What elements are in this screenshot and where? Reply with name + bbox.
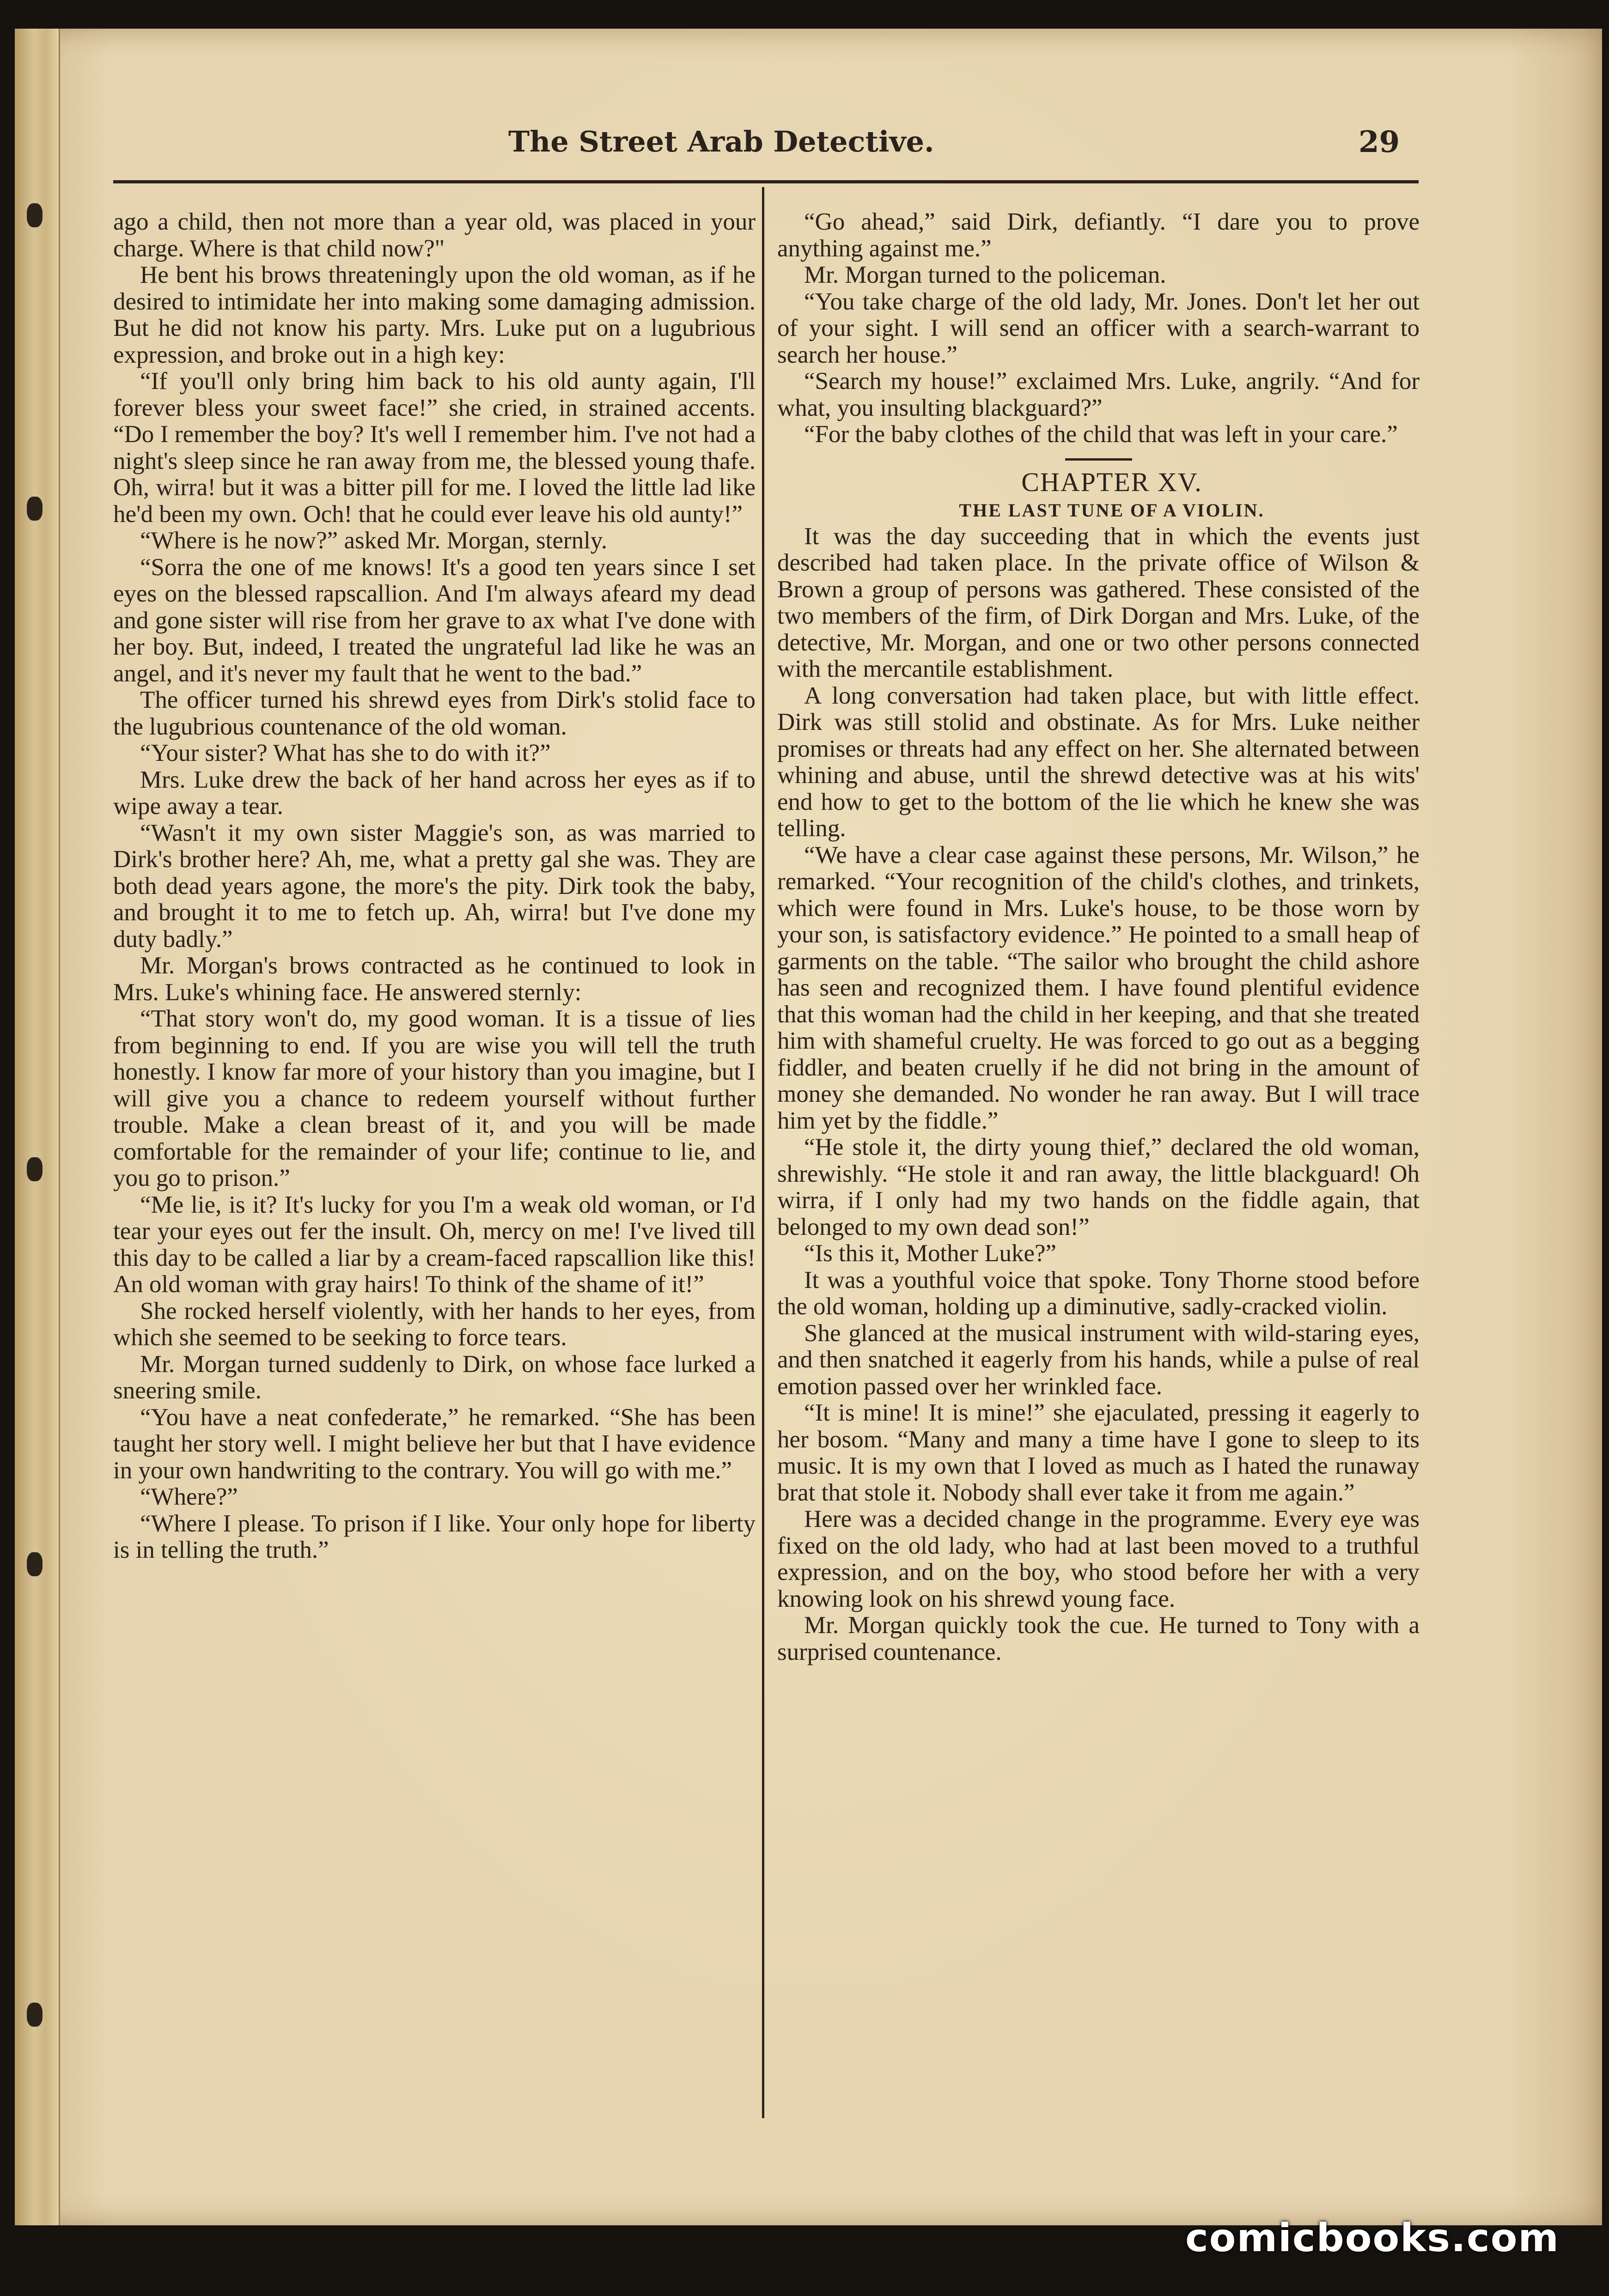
paragraph: “You take charge of the old lady, Mr. Jones. Don't let her out of your sight. I will send an officer with a search-warrant to search her house.” — [777, 288, 1420, 368]
paragraph: “Search my house!” exclaimed Mrs. Luke, angrily. “And for what, you insulting blackguard?” — [777, 368, 1420, 421]
paragraph: Mr. Morgan's brows contracted as he continued to look in Mrs. Luke's whining face. He answered sternly: — [113, 952, 756, 1006]
paragraph: “Me lie, is it? It's lucky for you I'm a weak old woman, or I'd tear your eyes out fer the insult. Oh, mercy on me! I've lived till this day to be called a liar by a cream-faced rapscallion like this! An old woman with gray hairs! To think of the shame of it!” — [113, 1191, 756, 1298]
binding-stitch — [27, 2003, 43, 2027]
paragraph: “Your sister? What has she to do with it?” — [140, 740, 551, 766]
paragraph: “It is mine! It is mine!” she ejaculated, pressing it eagerly to her bosom. “Many and many a time have I gone to sleep to its music. It is my own that I loved as much as I hated the runaway brat that stole it. Nobody shall ever take it from me again.” — [777, 1399, 1420, 1506]
paragraph: “Where I please. To prison if I like. Your only hope for liberty is in telling the truth.” — [113, 1510, 756, 1563]
paragraph: “Sorra the one of me knows! It's a good ten years since I set eyes on the blessed rapscallion. And I'm always afeard my dead and gone sister will rise from her grave to ax what I've done with her boy. But, indeed, I treated the ungrateful lad like he was an angel, and it's never my fault that he went to the bad.” — [113, 553, 756, 687]
paragraph: The officer turned his shrewd eyes from Dirk's stolid face to the lugubrious countenance of the old woman. — [113, 686, 756, 740]
paragraph: “Is this it, Mother Luke?” — [804, 1240, 1057, 1267]
binding-stitch — [27, 1157, 43, 1181]
paragraph: A long conversation had taken place, but with little effect. Dirk was still stolid and obstinate. As for Mrs. Luke neither promises or threats had any effect on her. She alternated between whining and abuse, until the shrewd detective was at his wits' end how to get to the bottom of the lie which he knew she was telling. — [777, 682, 1420, 842]
paragraph: It was a youthful voice that spoke. Tony Thorne stood before the old woman, holding up a diminutive, sadly-cracked violin. — [777, 1266, 1420, 1320]
paragraph: “We have a clear case against these persons, Mr. Wilson,” he remarked. “Your recognition of the child's clothes, and trinkets, which were found in Mrs. Luke's house, to be those worn by your son, is satisfactory evidence.” He pointed to a small heap of garments on the table. “The sailor who brought the child ashore has seen and recognized them. I have found plentiful evidence that this woman had the child in her keeping, and that she treated him with shameful cruelty. He was forced to go out as a begging fiddler, and beaten cruelly if he did not bring in the amount of money she demanded. No wonder he ran away. But I will trace him yet by the fiddle.” — [777, 841, 1420, 1134]
right-column — [777, 209, 1420, 1665]
binding-gutter — [15, 29, 60, 2225]
binding-stitch — [27, 1552, 43, 1576]
paragraph: Mrs. Luke drew the back of her hand across her eyes as if to wipe away a tear. — [113, 766, 756, 820]
paragraph: She rocked herself violently, with her hands to her eyes, from which she seemed to be seeking to force tears. — [113, 1297, 756, 1351]
chapter-rule — [1065, 458, 1132, 461]
binding-stitch — [27, 203, 43, 227]
paragraph: “You have a neat confederate,” he remarked. “She has been taught her story well. I might believe her but that I have evidence in your own handwriting to the contrary. You will go with me.” — [113, 1403, 756, 1484]
chapter-subtitle: THE LAST TUNE OF A VIOLIN. — [959, 499, 1265, 521]
paragraph: ago a child, then not more than a year old, was placed in your charge. Where is that child now?" — [113, 208, 756, 262]
paragraph: Mr. Morgan turned to the policeman. — [804, 261, 1166, 288]
running-head-title: The Street Arab Detective. — [508, 125, 934, 158]
paragraph: She glanced at the musical instrument with wild-staring eyes, and then snatched it eagerly from his hands, while a pulse of real emotion passed over her wrinkled face. — [777, 1319, 1420, 1400]
paragraph: “Wasn't it my own sister Maggie's son, as was married to Dirk's brother here? Ah, me, what a pretty gal she was. They are both dead years agone, the more's the pity. Dirk took the baby, and brought it to me to fetch up. Ah, wirra! but I've done my duty badly.” — [113, 819, 756, 953]
paragraph: “He stole it, the dirty young thief,” declared the old woman, shrewishly. “He stole it and ran away, the little blackguard! Oh wirra, if I only had my two hands on the fiddle again, that belonged to my own dead son!” — [777, 1134, 1420, 1240]
left-column — [113, 209, 756, 1564]
site-watermark: comicbooks.com — [1185, 2215, 1560, 2260]
paragraph: “For the baby clothes of the child that was left in your care.” — [804, 421, 1398, 448]
binding-stitch — [27, 497, 43, 521]
paragraph: “Where is he now?” asked Mr. Morgan, sternly. — [140, 527, 608, 554]
paragraph: It was the day succeeding that in which the events just described had taken place. In the private office of Wilson & Brown a group of persons was gathered. These consisted of the two members of the firm, of Dirk Dorgan and Mrs. Luke, of the detective, Mr. Morgan, and one or two other persons connected with the mercantile establishment. — [777, 522, 1420, 682]
page-number: 29 — [1359, 125, 1400, 159]
paragraph: Here was a decided change in the programme. Every eye was fixed on the old lady, who had at last been moved to a truthful expression, and on the boy, who stood before her with a very knowing look on his shrewd young face. — [777, 1506, 1420, 1612]
chapter-title: CHAPTER XV. — [1021, 467, 1202, 497]
paragraph: “If you'll only bring him back to his old aunty again, I'll forever bless your sweet face!” she cried, in strained accents. “Do I remember the boy? It's well I remember him. I've not had a night's sleep since he ran away from me, the blessed young thafe. Oh, wirra! but it was a bitter pill for me. I loved the little lad like he'd been my own. Och! that he could ever leave his old aunty!” — [113, 368, 756, 528]
paragraph: “Go ahead,” said Dirk, defiantly. “I dare you to prove anything against me.” — [777, 208, 1420, 262]
column-divider — [762, 187, 764, 2118]
paragraph: “Where?” — [140, 1483, 238, 1510]
header-rule — [113, 180, 1419, 183]
paragraph: “That story won't do, my good woman. It is a tissue of lies from beginning to end. If you are wise you will tell the truth honestly. I know far more of your history than you imagine, but I will give you a chance to redeem yourself without further trouble. Make a clean breast of it, and you will be made comfortable for the remainder of your life; continue to lie, and you go to prison.” — [113, 1005, 756, 1191]
paragraph: Mr. Morgan quickly took the cue. He turned to Tony with a surprised countenance. — [777, 1612, 1420, 1665]
paragraph: He bent his brows threateningly upon the old woman, as if he desired to intimidate her into making some damaging admission. But he did not know his party. Mrs. Luke put on a lugubrious expression, and broke out in a high key: — [113, 261, 756, 368]
paragraph: Mr. Morgan turned suddenly to Dirk, on whose face lurked a sneering smile. — [113, 1350, 756, 1404]
